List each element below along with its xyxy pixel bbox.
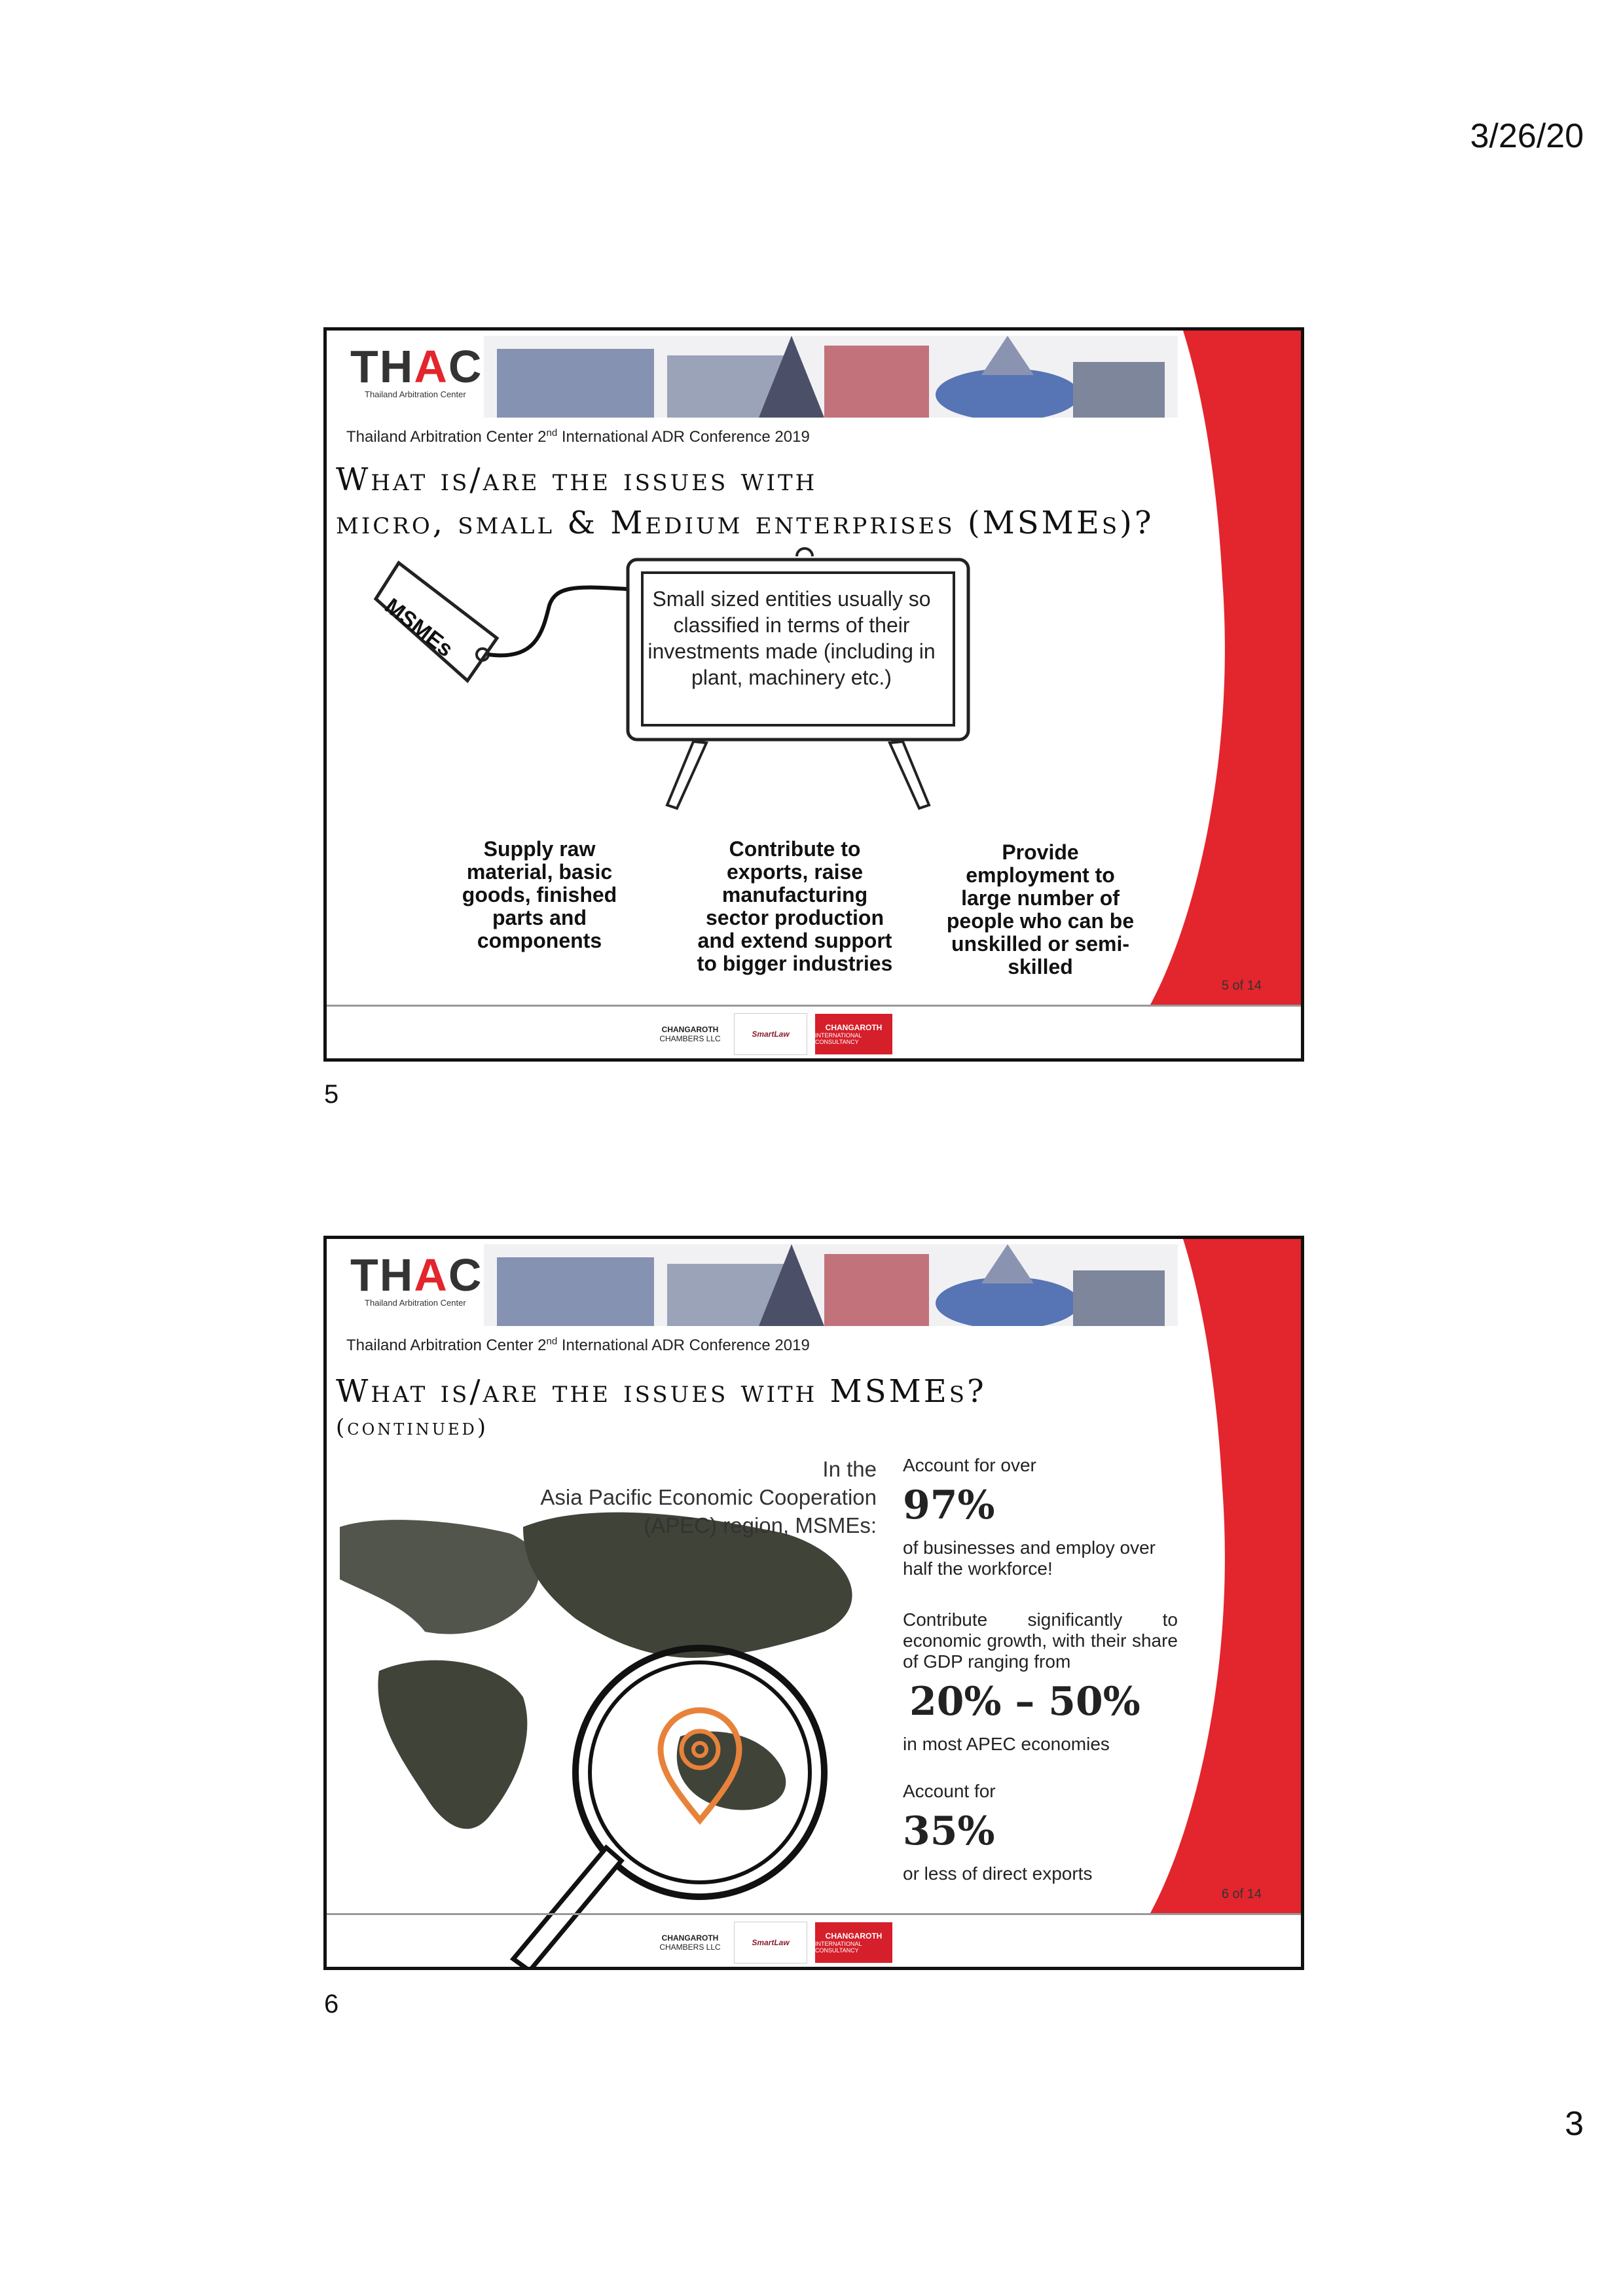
msme-role-exports: Contribute to exports, raise manufacturing sector production and extend support to bigger industries xyxy=(697,837,893,975)
conference-line: Thailand Arbitration Center 2nd International ADR Conference 2019 xyxy=(346,427,810,446)
thac-logo: THAC Thailand Arbitration Center xyxy=(350,1249,483,1308)
slide-count: 5 of 14 xyxy=(1221,978,1262,993)
slide-6 xyxy=(323,1236,1304,1970)
footer-logos xyxy=(654,1922,892,1964)
changaroth-international-logo: CHANGAROTH INTERNATIONAL CONSULTANCY xyxy=(815,1014,892,1054)
stat-2-intro: Contribute significantly to economic growth, with their share of GDP ranging from xyxy=(903,1609,1178,1672)
conference-line: Thailand Arbitration Center 2nd International ADR Conference 2019 xyxy=(346,1336,810,1354)
slide-6-label: 6 xyxy=(324,1990,339,2018)
msme-role-supply: Supply raw material, basic goods, finished parts and components xyxy=(462,837,617,952)
stat-1-detail: of businesses and employ over half the workforce! xyxy=(903,1537,1156,1579)
slide-title: What is/are the issues with MSMEs? (continued) xyxy=(336,1373,987,1441)
slide-title: What is/are the issues with micro, small & Medium enterprises (MSMEs)? xyxy=(336,461,1154,541)
apec-intro: In the Asia Pacific Economic Cooperation (APEC) region, MSMEs: xyxy=(540,1457,877,1537)
footer-logos xyxy=(654,1013,892,1055)
smartlaw-logo: SmartLaw xyxy=(734,1922,807,1964)
stat-2-detail: in most APEC economies xyxy=(903,1734,1110,1754)
stat-3-value: 35% xyxy=(903,1808,995,1854)
board-text: Small sized entities usually so classified in terms of their investments made (including in plant, machinery etc.) xyxy=(647,587,936,689)
slide-5 xyxy=(323,327,1304,1062)
footer-divider xyxy=(327,1005,1301,1007)
thac-logo: THAC Thailand Arbitration Center xyxy=(350,341,483,399)
stat-3-intro: Account for xyxy=(903,1781,996,1801)
apec-stats xyxy=(903,1455,1178,1884)
page-date: 3/26/20 xyxy=(1470,117,1584,155)
smartlaw-logo: SmartLaw xyxy=(734,1013,807,1055)
stat-1-intro: Account for over xyxy=(903,1455,1036,1475)
msmes-tag-label: MSMEs xyxy=(380,593,458,662)
msme-role-employment: Provide employment to large number of people who can be unskilled or semi-skilled xyxy=(946,840,1135,978)
slide-5-label: 5 xyxy=(324,1080,339,1109)
changaroth-chambers-logo: CHANGAROTH CHAMBERS LLC xyxy=(659,1933,721,1952)
slide-count: 6 of 14 xyxy=(1221,1887,1262,1901)
changaroth-chambers-logo: CHANGAROTH CHAMBERS LLC xyxy=(659,1025,721,1043)
changaroth-international-logo: CHANGAROTH INTERNATIONAL CONSULTANCY xyxy=(815,1922,892,1963)
page-number: 3 xyxy=(1565,2105,1584,2143)
stat-1-value: 97% xyxy=(903,1482,995,1528)
stat-2-value: 20% – 50% xyxy=(909,1679,1140,1725)
stat-3-detail: or less of direct exports xyxy=(903,1863,1093,1884)
footer-divider xyxy=(327,1913,1301,1915)
